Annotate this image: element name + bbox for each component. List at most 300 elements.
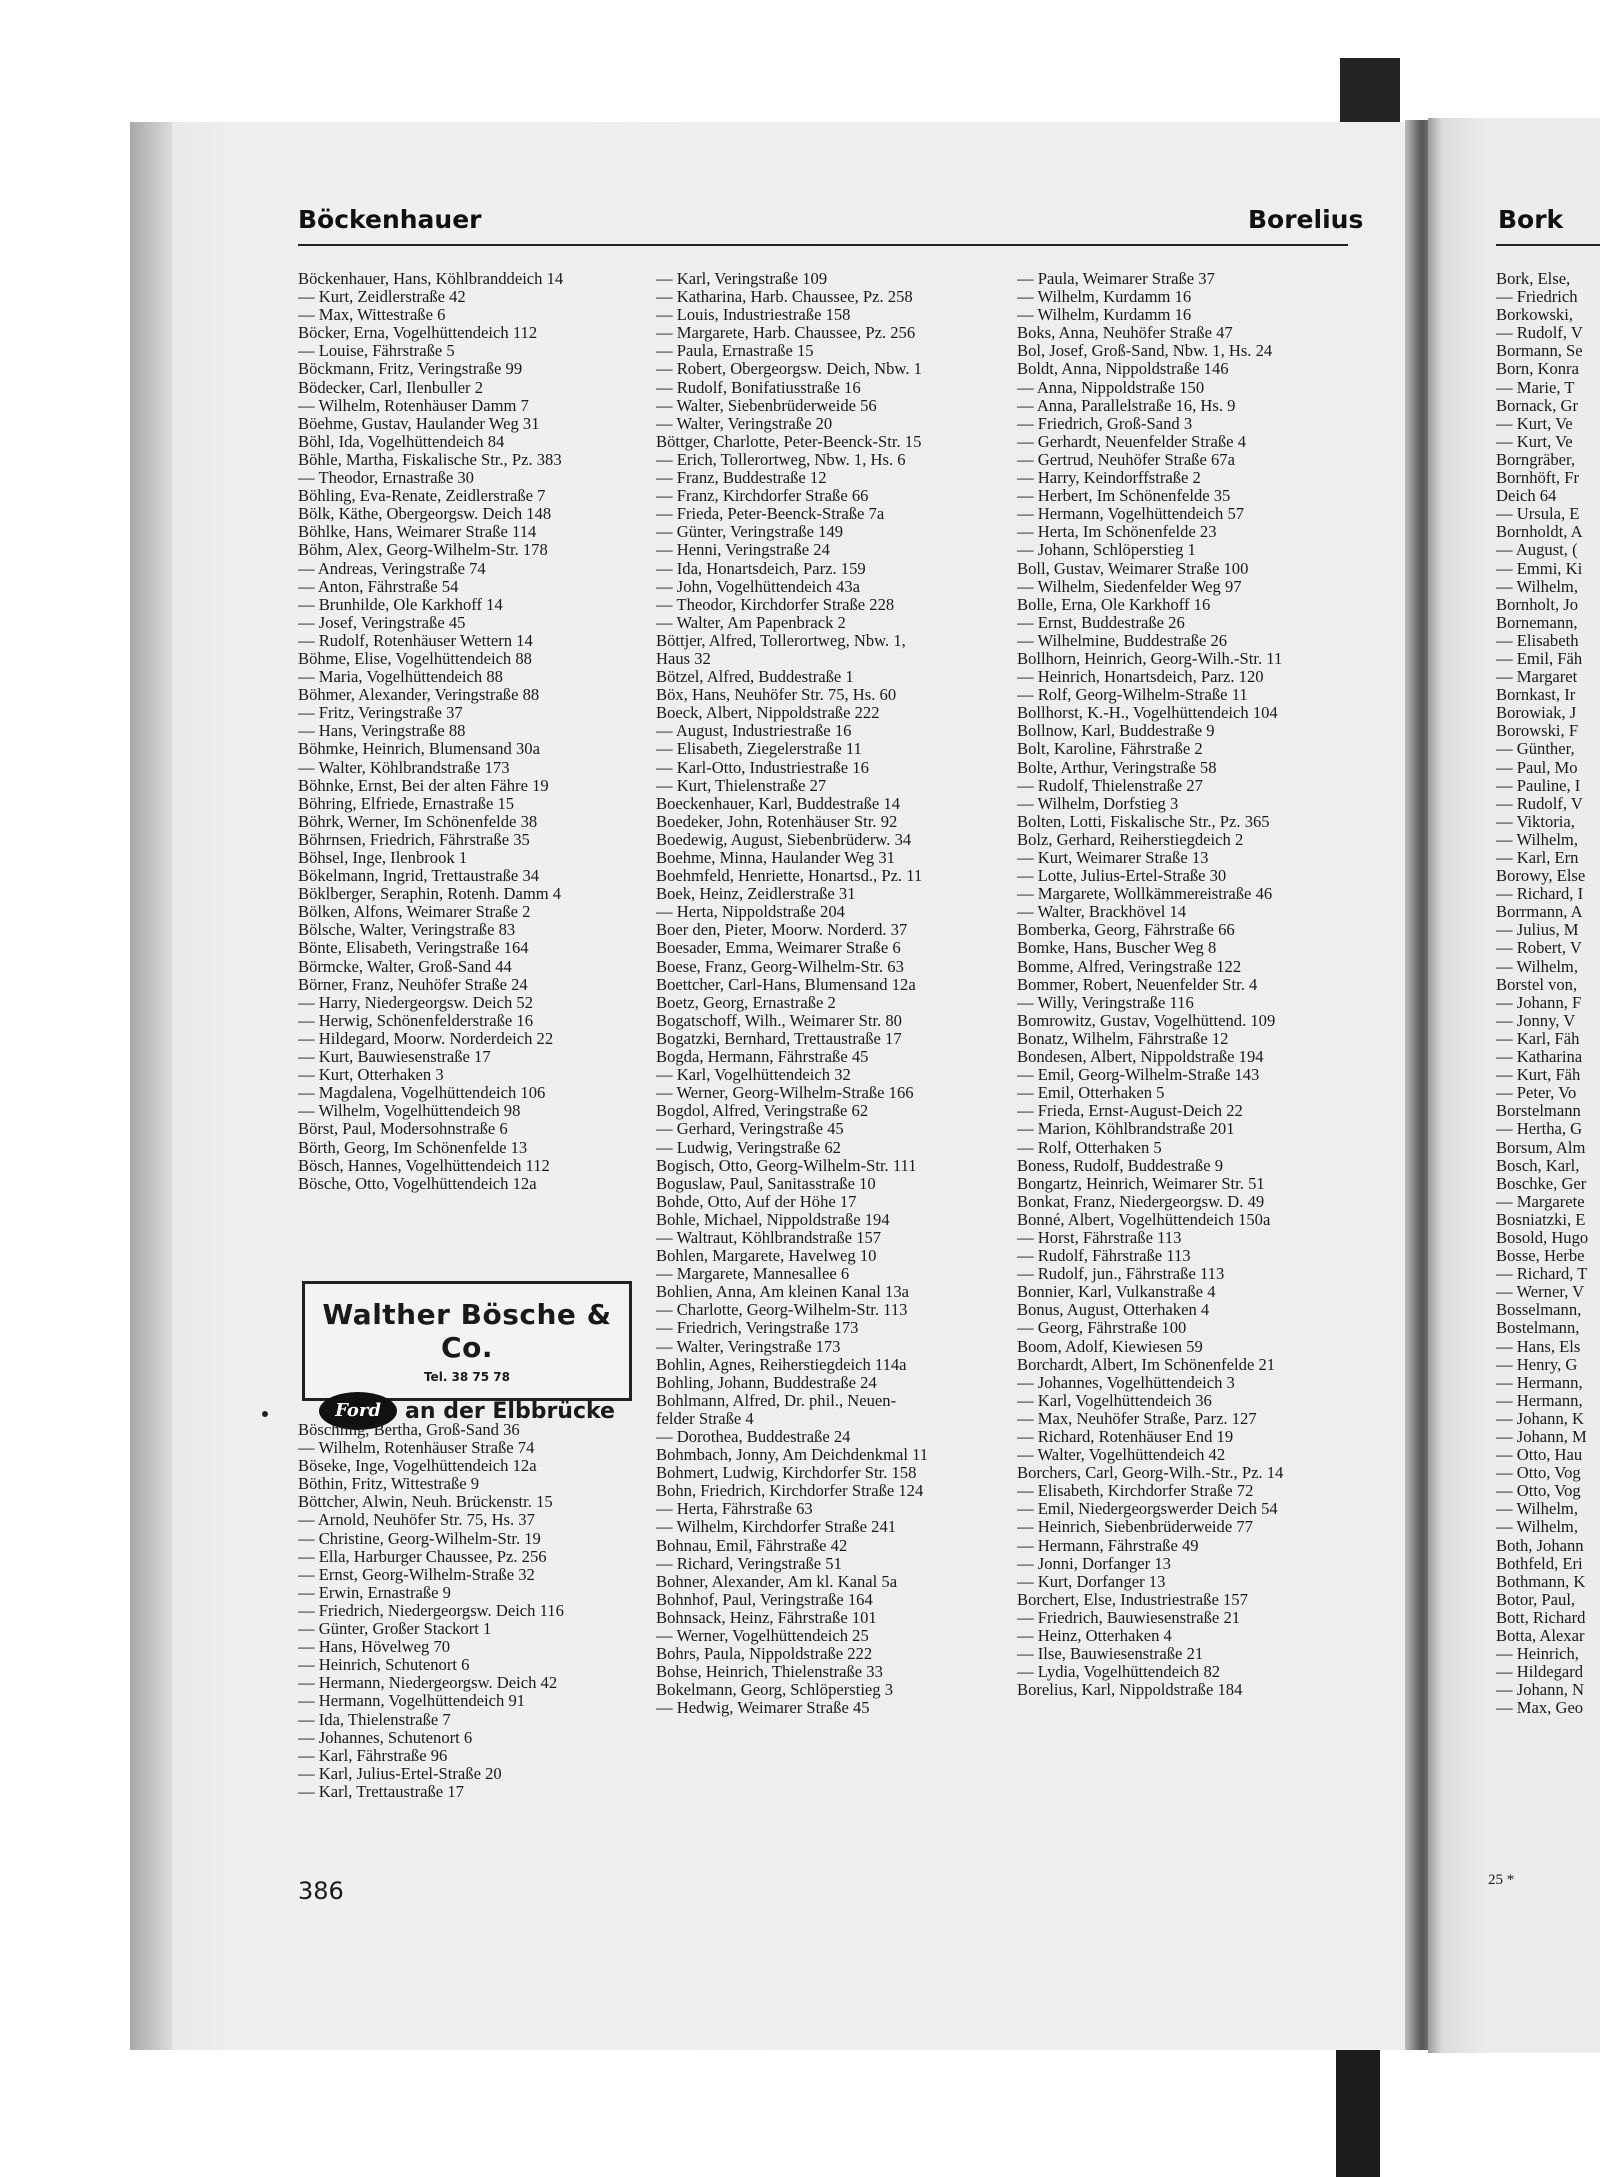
page-edge-shadow bbox=[130, 122, 172, 2050]
directory-entry: Bonnier, Karl, Vulkanstraße 4 bbox=[1017, 1282, 1216, 1302]
directory-entry: — Wilhelm, bbox=[1496, 1499, 1578, 1519]
directory-entry: — Johannes, Vogelhüttendeich 3 bbox=[1017, 1372, 1235, 1392]
directory-entry: — Katharina, Harb. Chaussee, Pz. 258 bbox=[656, 287, 913, 307]
directory-entry: — Gerhardt, Neuenfelder Straße 4 bbox=[1017, 431, 1246, 451]
directory-entry: Böthin, Fritz, Wittestraße 9 bbox=[298, 1474, 480, 1494]
directory-entry: — Werner, Vogelhüttendeich 25 bbox=[656, 1626, 869, 1646]
header-next-page-word: Bork bbox=[1498, 205, 1564, 234]
directory-entry: Bondesen, Albert, Nippoldstraße 194 bbox=[1017, 1047, 1264, 1067]
directory-entry: — Louise, Fährstraße 5 bbox=[298, 341, 455, 361]
directory-entry: — Erwin, Ernastraße 9 bbox=[298, 1582, 451, 1602]
directory-entry: Bölsche, Walter, Veringstraße 83 bbox=[298, 920, 516, 940]
directory-entry: — Karl, Fährstraße 96 bbox=[298, 1745, 448, 1765]
directory-entry: Bohner, Alexander, Am kl. Kanal 5a bbox=[656, 1571, 898, 1591]
directory-entry: — Emil, Otterhaken 5 bbox=[1017, 1083, 1165, 1103]
directory-entry: — Viktoria, bbox=[1496, 811, 1575, 831]
directory-entry: — Elisabeth bbox=[1496, 630, 1579, 650]
directory-entry: — Wilhelmine, Buddestraße 26 bbox=[1017, 630, 1228, 650]
directory-entry: — Kurt, Weimarer Straße 13 bbox=[1017, 848, 1209, 867]
directory-entry: — Johann, N bbox=[1496, 1680, 1585, 1700]
directory-entry: Boehmfeld, Henriette, Honartsd., Pz. 11 bbox=[656, 866, 923, 886]
directory-entry: Böhme, Elise, Vogelhüttendeich 88 bbox=[298, 648, 532, 668]
directory-entry: — Walter, Vogelhüttendeich 42 bbox=[1017, 1445, 1226, 1465]
directory-entry: Bohnhof, Paul, Veringstraße 164 bbox=[656, 1589, 873, 1609]
directory-entry: Boll, Gustav, Weimarer Straße 100 bbox=[1017, 558, 1249, 578]
directory-entry: — Rudolf, Thielenstraße 27 bbox=[1017, 775, 1203, 795]
directory-entry: — Rolf, Georg-Wilhelm-Straße 11 bbox=[1017, 685, 1248, 705]
column-2 bbox=[656, 270, 1001, 1718]
directory-entry: — Robert, Obergeorgsw. Deich, Nbw. 1 bbox=[656, 359, 922, 379]
directory-entry: — Johann, M bbox=[1496, 1427, 1587, 1446]
directory-entry: Bötzel, Alfred, Buddestraße 1 bbox=[656, 667, 854, 687]
directory-entry: Bohlin, Agnes, Reiherstiegdeich 114a bbox=[656, 1354, 907, 1374]
directory-entry: Bokelmann, Georg, Schlöperstieg 3 bbox=[656, 1680, 894, 1700]
directory-entry: Boehme, Minna, Haulander Weg 31 bbox=[656, 848, 895, 867]
directory-entry: Both, Johann bbox=[1496, 1535, 1584, 1555]
directory-entry: Böseke, Inge, Vogelhüttendeich 12a bbox=[298, 1456, 537, 1476]
directory-entry: Bosniatzki, E bbox=[1496, 1209, 1586, 1229]
directory-entry: — Margarete, Harb. Chaussee, Pz. 256 bbox=[656, 323, 916, 343]
directory-entry: Bott, Richard bbox=[1496, 1607, 1586, 1627]
directory-entry: Bongartz, Heinrich, Weimarer Str. 51 bbox=[1017, 1173, 1265, 1193]
ford-logo: Ford bbox=[319, 1392, 397, 1430]
directory-entry: Böhnke, Ernst, Bei der alten Fähre 19 bbox=[298, 775, 549, 795]
directory-entry: Bostelmann, bbox=[1496, 1318, 1580, 1338]
directory-entry: — Margaret bbox=[1496, 667, 1578, 687]
directory-entry: Bornkast, Ir bbox=[1496, 685, 1576, 705]
directory-entry: — Ursula, E bbox=[1496, 504, 1580, 524]
directory-entry: — Wilhelm, bbox=[1496, 956, 1578, 976]
directory-entry: Bogdol, Alfred, Veringstraße 62 bbox=[656, 1101, 869, 1121]
directory-entry: — Hedwig, Weimarer Straße 45 bbox=[656, 1698, 870, 1718]
directory-entry: Boeck, Albert, Nippoldstraße 222 bbox=[656, 703, 880, 723]
directory-entry: Böschling, Bertha, Groß-Sand 36 bbox=[298, 1421, 520, 1439]
directory-entry: Bonné, Albert, Vogelhüttendeich 150a bbox=[1017, 1209, 1271, 1229]
directory-entry: — Arnold, Neuhöfer Str. 75, Hs. 37 bbox=[298, 1510, 535, 1530]
directory-entry: — Gertrud, Neuhöfer Straße 67a bbox=[1017, 449, 1235, 469]
directory-entry: Borngräber, bbox=[1496, 449, 1576, 469]
directory-entry: — Henni, Veringstraße 24 bbox=[656, 540, 830, 560]
directory-entry: Boom, Adolf, Kiewiesen 59 bbox=[1017, 1336, 1203, 1356]
header-left-word: Böckenhauer bbox=[298, 205, 482, 234]
directory-entry: Böttger, Charlotte, Peter-Beenck-Str. 15 bbox=[656, 431, 922, 451]
directory-entry: Bornholt, Jo bbox=[1496, 594, 1579, 614]
directory-entry: Bohrs, Paula, Nippoldstraße 222 bbox=[656, 1644, 873, 1664]
directory-entry: Borchert, Else, Industriestraße 157 bbox=[1017, 1589, 1248, 1609]
directory-entry: — Rudolf, jun., Fährstraße 113 bbox=[1017, 1264, 1225, 1284]
directory-entry: Bornack, Gr bbox=[1496, 395, 1579, 415]
directory-entry: — Kurt, Otterhaken 3 bbox=[298, 1065, 444, 1085]
directory-entry: Boedewig, August, Siebenbrüderw. 34 bbox=[656, 829, 912, 849]
directory-entry: — Josef, Veringstraße 45 bbox=[298, 612, 466, 632]
directory-entry: — Friedrich, Bauwiesenstraße 21 bbox=[1017, 1607, 1241, 1627]
directory-entry: Borchers, Carl, Georg-Wilh.-Str., Pz. 14 bbox=[1017, 1463, 1284, 1483]
directory-entry: Bomberka, Georg, Fährstraße 66 bbox=[1017, 920, 1235, 940]
directory-entry: Bölken, Alfons, Weimarer Straße 2 bbox=[298, 902, 531, 922]
directory-entry: — Louis, Industriestraße 158 bbox=[656, 305, 851, 325]
directory-entry: — Erich, Tollerortweg, Nbw. 1, Hs. 6 bbox=[656, 449, 906, 469]
directory-entry: Bothmann, K bbox=[1496, 1571, 1586, 1591]
directory-entry: Bohde, Otto, Auf der Höhe 17 bbox=[656, 1191, 857, 1211]
directory-entry: Böckenhauer, Hans, Köhlbranddeich 14 bbox=[298, 270, 564, 288]
directory-entry: Bork, Else, bbox=[1496, 270, 1571, 288]
directory-entry: Bornhöft, Fr bbox=[1496, 468, 1579, 488]
directory-entry: — Herbert, Im Schönenfelde 35 bbox=[1017, 486, 1231, 506]
directory-entry: Bohlmann, Alfred, Dr. phil., Neuen- bbox=[656, 1390, 897, 1410]
directory-entry: — Max, Geo bbox=[1496, 1698, 1584, 1718]
directory-entry: — Walter, Am Papenbrack 2 bbox=[656, 612, 846, 632]
directory-entry: — Walter, Veringstraße 173 bbox=[656, 1336, 841, 1356]
directory-entry: — Johann, F bbox=[1496, 992, 1582, 1012]
directory-entry: Bohn, Friedrich, Kirchdorfer Straße 124 bbox=[656, 1481, 924, 1501]
directory-entry: — Henry, G bbox=[1496, 1354, 1578, 1374]
directory-entry: — Friedrich bbox=[1496, 287, 1578, 307]
directory-entry: Bohle, Michael, Nippoldstraße 194 bbox=[656, 1209, 890, 1229]
directory-entry: Bohling, Johann, Buddestraße 24 bbox=[656, 1372, 877, 1392]
directory-entry: — Karl, Veringstraße 109 bbox=[656, 270, 828, 288]
page-number-left: 386 bbox=[298, 1877, 344, 1905]
directory-entry: — Hildegard, Moorw. Norderdeich 22 bbox=[298, 1028, 554, 1048]
directory-entry: — Heinrich, bbox=[1496, 1644, 1579, 1664]
directory-entry: — Marie, T bbox=[1496, 377, 1575, 397]
directory-entry: Bonatz, Wilhelm, Fährstraße 12 bbox=[1017, 1028, 1229, 1048]
directory-entry: Borowy, Else bbox=[1496, 866, 1586, 886]
directory-entry: — Ernst, Georg-Wilhelm-Straße 32 bbox=[298, 1564, 535, 1584]
directory-entry: — Emmi, Ki bbox=[1496, 558, 1583, 578]
directory-entry: — Richard, I bbox=[1496, 884, 1584, 904]
directory-entry: — Hans, Els bbox=[1496, 1336, 1581, 1356]
directory-entry: Bökelmann, Ingrid, Trettaustraße 34 bbox=[298, 866, 540, 886]
directory-entry: Böttcher, Alwin, Neuh. Brückenstr. 15 bbox=[298, 1492, 553, 1512]
directory-entry: Bomrowitz, Gustav, Vogelhüttend. 109 bbox=[1017, 1010, 1276, 1030]
ad-location: an der Elbbrücke bbox=[405, 1398, 615, 1424]
directory-entry: Böhring, Elfriede, Ernastraße 15 bbox=[298, 793, 515, 813]
directory-entry: Bormann, Se bbox=[1496, 341, 1583, 361]
directory-entry: Böttjer, Alfred, Tollerortweg, Nbw. 1, bbox=[656, 630, 906, 650]
directory-entry: Bomke, Hans, Buscher Weg 8 bbox=[1017, 938, 1217, 958]
directory-entry: — Günther, bbox=[1496, 739, 1575, 759]
directory-entry: Borkowski, bbox=[1496, 305, 1573, 325]
directory-entry: — Werner, Georg-Wilhelm-Straße 166 bbox=[656, 1083, 914, 1103]
directory-entry: Borelius, Karl, Nippoldstraße 184 bbox=[1017, 1680, 1243, 1700]
directory-entry: — Johannes, Schutenort 6 bbox=[298, 1727, 473, 1747]
directory-entry: — August, ( bbox=[1496, 540, 1578, 560]
directory-entry: — Otto, Vog bbox=[1496, 1463, 1581, 1483]
directory-entry: Böhrnsen, Friedrich, Fährstraße 35 bbox=[298, 829, 530, 849]
directory-entry: Bohlen, Margarete, Havelweg 10 bbox=[656, 1246, 877, 1266]
directory-entry: — Ilse, Bauwiesenstraße 21 bbox=[1017, 1644, 1204, 1664]
directory-entry: Bonus, August, Otterhaken 4 bbox=[1017, 1300, 1210, 1320]
directory-entry: Böehme, Gustav, Haulander Weg 31 bbox=[298, 413, 540, 433]
header-rule bbox=[298, 244, 1348, 246]
directory-entry: Böhmer, Alexander, Veringstraße 88 bbox=[298, 685, 540, 705]
directory-entry: — Hermann, Fährstraße 49 bbox=[1017, 1535, 1199, 1555]
directory-entry: — Herta, Fährstraße 63 bbox=[656, 1499, 813, 1519]
directory-entry: — Robert, V bbox=[1496, 938, 1582, 958]
directory-entry: Boesader, Emma, Weimarer Straße 6 bbox=[656, 938, 901, 958]
directory-entry: — Lotte, Julius-Ertel-Straße 30 bbox=[1017, 866, 1227, 886]
directory-entry: — Wilhelm, Kirchdorfer Straße 241 bbox=[656, 1517, 897, 1537]
directory-entry: Bornholdt, A bbox=[1496, 522, 1583, 542]
directory-entry: Botta, Alexar bbox=[1496, 1626, 1585, 1646]
directory-entry: — Wilhelm, bbox=[1496, 829, 1578, 849]
directory-entry: — Walter, Siebenbrüderweide 56 bbox=[656, 395, 877, 415]
directory-entry: — Wilhelm, Dorfstieg 3 bbox=[1017, 793, 1179, 813]
directory-entry: — Max, Neuhöfer Straße, Parz. 127 bbox=[1017, 1408, 1257, 1428]
directory-entry: — Karl, Vogelhüttendeich 32 bbox=[656, 1065, 851, 1085]
column-next-page bbox=[1496, 270, 1600, 1718]
directory-entry: — Karl, Julius-Ertel-Straße 20 bbox=[298, 1763, 502, 1783]
directory-entry: Böhsel, Inge, Ilenbrook 1 bbox=[298, 848, 468, 867]
directory-entry: Borowski, F bbox=[1496, 721, 1579, 741]
directory-entry: — Christine, Georg-Wilhelm-Str. 19 bbox=[298, 1528, 541, 1548]
directory-entry: — Georg, Fährstraße 100 bbox=[1017, 1318, 1187, 1338]
directory-entry: — Karl-Otto, Industriestraße 16 bbox=[656, 757, 869, 777]
directory-entry: Bolt, Karoline, Fährstraße 2 bbox=[1017, 739, 1203, 759]
directory-entry: — Lydia, Vogelhüttendeich 82 bbox=[1017, 1662, 1221, 1682]
directory-entry: — Walter, Brackhövel 14 bbox=[1017, 902, 1187, 922]
directory-entry: — Wilhelm, Vogelhüttendeich 98 bbox=[298, 1101, 521, 1121]
directory-entry: — Heinrich, Siebenbrüderweide 77 bbox=[1017, 1517, 1253, 1537]
directory-entry: Bolle, Erna, Ole Karkhoff 16 bbox=[1017, 594, 1211, 614]
directory-entry: Boks, Anna, Neuhöfer Straße 47 bbox=[1017, 323, 1233, 343]
directory-entry: — Wilhelm, bbox=[1496, 1517, 1578, 1537]
directory-entry: — Hermann, bbox=[1496, 1372, 1583, 1392]
directory-entry: Bosse, Herbe bbox=[1496, 1246, 1585, 1266]
directory-entry: Böhlke, Hans, Weimarer Straße 114 bbox=[298, 522, 537, 542]
directory-entry: Bolz, Gerhard, Reiherstiegdeich 2 bbox=[1017, 829, 1244, 849]
directory-entry: — Herta, Im Schönenfelde 23 bbox=[1017, 522, 1217, 542]
directory-entry: — Rudolf, Fährstraße 113 bbox=[1017, 1246, 1191, 1266]
directory-entry: — Theodor, Kirchdorfer Straße 228 bbox=[656, 594, 895, 614]
directory-entry: — Anna, Nippoldstraße 150 bbox=[1017, 377, 1205, 397]
directory-entry: — Wilhelm, Kurdamm 16 bbox=[1017, 287, 1192, 307]
directory-entry: — Kurt, Thielenstraße 27 bbox=[656, 775, 827, 795]
directory-entry: Bogatzki, Bernhard, Trettaustraße 17 bbox=[656, 1028, 902, 1048]
directory-entry: — Paul, Mo bbox=[1496, 757, 1578, 777]
directory-entry: Borrmann, A bbox=[1496, 902, 1583, 922]
directory-entry: — Friedrich, Niedergeorgsw. Deich 116 bbox=[298, 1600, 564, 1620]
directory-entry: — Ella, Harburger Chaussee, Pz. 256 bbox=[298, 1546, 547, 1566]
directory-entry: Bolte, Arthur, Veringstraße 58 bbox=[1017, 757, 1217, 777]
directory-entry: Böhm, Alex, Georg-Wilhelm-Str. 178 bbox=[298, 540, 548, 560]
directory-entry: — Herta, Nippoldstraße 204 bbox=[656, 902, 845, 922]
directory-entry: — Rudolf, Bonifatiusstraße 16 bbox=[656, 377, 861, 397]
directory-entry: — Hermann, Vogelhüttendeich 91 bbox=[298, 1691, 526, 1711]
directory-entry: Bölk, Käthe, Obergeorgsw. Deich 148 bbox=[298, 504, 552, 524]
directory-entry: Bohnsack, Heinz, Fährstraße 101 bbox=[656, 1607, 877, 1627]
ad-telephone: Tel. 38 75 78 bbox=[423, 1370, 511, 1384]
directory-entry: Böhl, Ida, Vogelhüttendeich 84 bbox=[298, 431, 505, 451]
directory-entry: Boedeker, John, Rotenhäuser Str. 92 bbox=[656, 811, 898, 831]
directory-entry: — Walter, Köhlbrandstraße 173 bbox=[298, 757, 510, 777]
directory-entry: Boese, Franz, Georg-Wilhelm-Str. 63 bbox=[656, 956, 904, 976]
directory-entry: Borowiak, J bbox=[1496, 703, 1577, 723]
directory-entry: Böhrk, Werner, Im Schönenfelde 38 bbox=[298, 811, 538, 831]
directory-entry: — Karl, Vogelhüttendeich 36 bbox=[1017, 1390, 1212, 1410]
directory-entry: Börst, Paul, Modersohnstraße 6 bbox=[298, 1119, 508, 1139]
directory-entry: Bohmert, Ludwig, Kirchdorfer Str. 158 bbox=[656, 1463, 917, 1483]
directory-entry: Boguslaw, Paul, Sanitasstraße 10 bbox=[656, 1173, 876, 1193]
directory-entry: Bösche, Otto, Vogelhüttendeich 12a bbox=[298, 1173, 537, 1193]
directory-entry: — Dorothea, Buddestraße 24 bbox=[656, 1427, 851, 1446]
directory-entry: — Kurt, Fäh bbox=[1496, 1065, 1581, 1085]
directory-entry: Böhle, Martha, Fiskalische Str., Pz. 383 bbox=[298, 449, 562, 469]
directory-entry: Bosselmann, bbox=[1496, 1300, 1582, 1320]
directory-entry: — Emil, Niedergeorgswerder Deich 54 bbox=[1017, 1499, 1278, 1519]
directory-entry: — Heinrich, Honartsdeich, Parz. 120 bbox=[1017, 667, 1264, 687]
header-rule-next-page bbox=[1496, 244, 1600, 246]
directory-entry: Bollhorst, K.-H., Vogelhüttendeich 104 bbox=[1017, 703, 1278, 723]
directory-entry: Borsum, Alm bbox=[1496, 1137, 1586, 1157]
directory-entry: — Wilhelm, Kurdamm 16 bbox=[1017, 305, 1192, 325]
directory-entry: Haus 32 bbox=[656, 648, 711, 668]
directory-entry: Böx, Hans, Neuhöfer Str. 75, Hs. 60 bbox=[656, 685, 897, 705]
directory-entry: — Wilhelm, Rotenhäuser Damm 7 bbox=[298, 395, 529, 415]
directory-entry: — Kurt, Bauwiesenstraße 17 bbox=[298, 1047, 491, 1067]
directory-entry: — Wilhelm, Siedenfelder Weg 97 bbox=[1017, 576, 1242, 596]
directory-entry: Bogisch, Otto, Georg-Wilhelm-Str. 111 bbox=[656, 1155, 917, 1175]
directory-entry: — Willy, Veringstraße 116 bbox=[1017, 992, 1194, 1012]
directory-entry: — Hermann, bbox=[1496, 1390, 1583, 1410]
directory-entry: — Franz, Buddestraße 12 bbox=[656, 468, 827, 488]
directory-entry: Böckmann, Fritz, Veringstraße 99 bbox=[298, 359, 523, 379]
directory-entry: — Werner, V bbox=[1496, 1282, 1585, 1302]
directory-entry: — Elisabeth, Ziegelerstraße 11 bbox=[656, 739, 862, 759]
directory-entry: Bollhorn, Heinrich, Georg-Wilh.-Str. 11 bbox=[1017, 648, 1283, 668]
directory-entry: — Emil, Georg-Wilhelm-Straße 143 bbox=[1017, 1065, 1260, 1085]
directory-entry: Bolten, Lotti, Fiskalische Str., Pz. 365 bbox=[1017, 811, 1270, 831]
directory-entry: Born, Konra bbox=[1496, 359, 1579, 379]
directory-entry: — Paula, Weimarer Straße 37 bbox=[1017, 270, 1215, 288]
directory-entry: — Elisabeth, Kirchdorfer Straße 72 bbox=[1017, 1481, 1254, 1501]
directory-entry: Börner, Franz, Neuhöfer Straße 24 bbox=[298, 974, 528, 994]
directory-entry: — Wilhelm, Rotenhäuser Straße 74 bbox=[298, 1438, 535, 1458]
directory-entry: — Friedrich, Groß-Sand 3 bbox=[1017, 413, 1193, 433]
directory-entry: — Pauline, I bbox=[1496, 775, 1581, 795]
directory-entry: — Harry, Niedergeorgsw. Deich 52 bbox=[298, 992, 534, 1012]
directory-entry: — Kurt, Dorfanger 13 bbox=[1017, 1571, 1166, 1591]
page-number-right: 25 * bbox=[1488, 1872, 1515, 1888]
directory-entry: Bohse, Heinrich, Thielenstraße 33 bbox=[656, 1662, 883, 1682]
directory-entry: — Hermann, Niedergeorgsw. Deich 42 bbox=[298, 1673, 558, 1693]
directory-entry: Böhmke, Heinrich, Blumensand 30a bbox=[298, 739, 540, 759]
directory-entry: — Fritz, Veringstraße 37 bbox=[298, 703, 463, 723]
directory-entry: — John, Vogelhüttendeich 43a bbox=[656, 576, 861, 596]
directory-entry: Bohmbach, Jonny, Am Deichdenkmal 11 bbox=[656, 1445, 929, 1465]
directory-entry: — Marion, Köhlbrandstraße 201 bbox=[1017, 1119, 1235, 1139]
directory-entry: — Hans, Veringstraße 88 bbox=[298, 721, 466, 741]
directory-entry: Bogda, Hermann, Fährstraße 45 bbox=[656, 1047, 869, 1067]
directory-entry: Boek, Heinz, Zeidlerstraße 31 bbox=[656, 884, 856, 904]
directory-entry: Bohlien, Anna, Am kleinen Kanal 13a bbox=[656, 1282, 910, 1302]
directory-entry: Börth, Georg, Im Schönenfelde 13 bbox=[298, 1137, 528, 1157]
directory-entry: Boschke, Ger bbox=[1496, 1173, 1587, 1193]
directory-entry: Bohnau, Emil, Fährstraße 42 bbox=[656, 1535, 848, 1555]
directory-entry: — Andreas, Veringstraße 74 bbox=[298, 558, 486, 578]
directory-entry: — Johann, K bbox=[1496, 1408, 1585, 1428]
directory-entry: — Otto, Hau bbox=[1496, 1445, 1583, 1465]
directory-entry: — Margarete, Wollkämmereistraße 46 bbox=[1017, 884, 1273, 904]
directory-entry: — Paula, Ernastraße 15 bbox=[656, 341, 814, 361]
directory-entry: Bothfeld, Eri bbox=[1496, 1553, 1583, 1573]
directory-entry: — Kurt, Zeidlerstraße 42 bbox=[298, 287, 466, 307]
directory-entry: — Peter, Vo bbox=[1496, 1083, 1577, 1103]
directory-entry: — Harry, Keindorffstraße 2 bbox=[1017, 468, 1201, 488]
directory-entry: Boeckenhauer, Karl, Buddestraße 14 bbox=[656, 793, 901, 813]
directory-entry: Bönte, Elisabeth, Veringstraße 164 bbox=[298, 938, 529, 958]
directory-entry: Börmcke, Walter, Groß-Sand 44 bbox=[298, 956, 512, 976]
directory-entry: — Rudolf, Rotenhäuser Wettern 14 bbox=[298, 630, 533, 650]
directory-entry: — Theodor, Ernastraße 30 bbox=[298, 468, 474, 488]
directory-entry: Bornemann, bbox=[1496, 612, 1578, 632]
directory-entry: — Otto, Vog bbox=[1496, 1481, 1581, 1501]
directory-entry: — Kurt, Ve bbox=[1496, 413, 1573, 433]
directory-entry: — Anton, Fährstraße 54 bbox=[298, 576, 459, 596]
directory-entry: — Heinrich, Schutenort 6 bbox=[298, 1655, 470, 1675]
directory-entry: felder Straße 4 bbox=[656, 1408, 754, 1428]
directory-entry: — Anna, Parallelstraße 16, Hs. 9 bbox=[1017, 395, 1236, 415]
directory-entry: — Rudolf, V bbox=[1496, 793, 1583, 813]
directory-entry: Bogatschoff, Wilh., Weimarer Str. 80 bbox=[656, 1010, 902, 1030]
header-right-word: Borelius bbox=[1248, 205, 1364, 234]
directory-entry: — Charlotte, Georg-Wilhelm-Str. 113 bbox=[656, 1300, 908, 1320]
directory-entry: — Hans, Hövelweg 70 bbox=[298, 1637, 451, 1657]
directory-entry: — Magdalena, Vogelhüttendeich 106 bbox=[298, 1083, 546, 1103]
directory-entry: Bösch, Hannes, Vogelhüttendeich 112 bbox=[298, 1155, 550, 1175]
directory-entry: Bol, Josef, Groß-Sand, Nbw. 1, Hs. 24 bbox=[1017, 341, 1273, 361]
directory-entry: — August, Industriestraße 16 bbox=[656, 721, 852, 741]
column-1-top bbox=[298, 270, 643, 1193]
directory-entry: Boettcher, Carl-Hans, Blumensand 12a bbox=[656, 974, 916, 994]
directory-entry: — Ida, Thielenstraße 7 bbox=[298, 1709, 451, 1729]
directory-entry: — Frieda, Peter-Beenck-Straße 7a bbox=[656, 504, 885, 524]
directory-entry: — Julius, M bbox=[1496, 920, 1579, 940]
advertisement-box bbox=[302, 1281, 632, 1424]
directory-entry: — Brunhilde, Ole Karkhoff 14 bbox=[298, 594, 503, 614]
directory-entry: — Friedrich, Veringstraße 173 bbox=[656, 1318, 859, 1338]
directory-entry: — Hertha, G bbox=[1496, 1119, 1583, 1139]
directory-entry: Deich 64 bbox=[1496, 486, 1557, 506]
directory-entry: — Margarete, Mannesallee 6 bbox=[656, 1264, 850, 1284]
directory-entry: Borchardt, Albert, Im Schönenfelde 21 bbox=[1017, 1354, 1276, 1374]
directory-entry: — Maria, Vogelhüttendeich 88 bbox=[298, 667, 503, 687]
directory-entry: — Gerhard, Veringstraße 45 bbox=[656, 1119, 844, 1139]
directory-entry: — Emil, Fäh bbox=[1496, 648, 1583, 668]
directory-entry: Bödecker, Carl, Ilenbuller 2 bbox=[298, 377, 484, 397]
directory-entry: Boer den, Pieter, Moorw. Norderd. 37 bbox=[656, 920, 908, 940]
directory-entry: — Max, Wittestraße 6 bbox=[298, 305, 446, 325]
directory-entry: — Hildegard bbox=[1496, 1662, 1584, 1682]
directory-entry: — Rolf, Otterhaken 5 bbox=[1017, 1137, 1162, 1157]
directory-entry: Bollnow, Karl, Buddestraße 9 bbox=[1017, 721, 1215, 741]
directory-entry: — Waltraut, Köhlbrandstraße 157 bbox=[656, 1227, 882, 1247]
column-3 bbox=[1017, 270, 1357, 1699]
directory-entry: — Ludwig, Veringstraße 62 bbox=[656, 1137, 841, 1157]
margin-dot bbox=[262, 1411, 268, 1417]
directory-entry: Bommer, Robert, Neuenfelder Str. 4 bbox=[1017, 974, 1258, 994]
directory-entry: — Walter, Veringstraße 20 bbox=[656, 413, 833, 433]
directory-entry: Bosch, Karl, bbox=[1496, 1155, 1580, 1175]
directory-entry: — Richard, Rotenhäuser End 19 bbox=[1017, 1427, 1234, 1446]
directory-entry: — Günter, Großer Stackort 1 bbox=[298, 1619, 492, 1639]
directory-entry: — Franz, Kirchdorfer Straße 66 bbox=[656, 486, 869, 506]
directory-entry: — Kurt, Ve bbox=[1496, 431, 1573, 451]
directory-entry: — Katharina bbox=[1496, 1047, 1583, 1067]
directory-entry: — Günter, Veringstraße 149 bbox=[656, 522, 844, 542]
directory-entry: — Hermann, Vogelhüttendeich 57 bbox=[1017, 504, 1245, 524]
directory-entry: Böhling, Eva-Renate, Zeidlerstraße 7 bbox=[298, 486, 546, 506]
